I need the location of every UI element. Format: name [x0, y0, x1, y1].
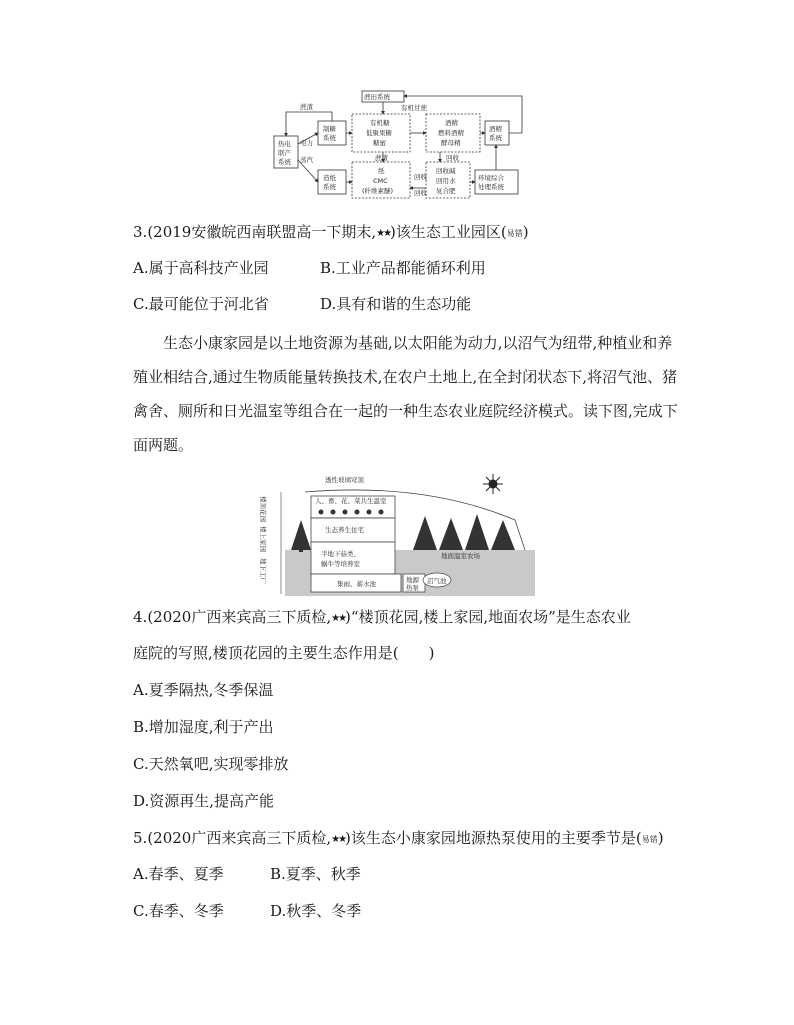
text-organic-3: 糖蜜	[373, 139, 386, 147]
text-paper-sys-1: 造纸	[323, 174, 336, 182]
text-paddy: 蔗田系统	[364, 93, 390, 101]
heatpump-label-1: 地源	[406, 576, 419, 584]
q3-option-c[interactable]: C.最可能位于河北省	[133, 295, 269, 313]
label-power: 电力	[300, 139, 313, 147]
basement-room	[311, 542, 395, 574]
basement-label-2: 蜗牛等培养室	[321, 560, 360, 568]
q5-close: )	[657, 829, 664, 847]
q3-stem: )该生态工业园区(	[390, 223, 507, 241]
q3-tag: 易错	[506, 229, 523, 238]
q5-option-a[interactable]: A.春季、夏季	[133, 865, 224, 883]
heatpump-label-2: 热泵	[406, 584, 419, 592]
text-recycle-2: 回用水	[436, 177, 456, 185]
left-label-home: 楼上家园	[259, 526, 267, 552]
text-power-3: 系统	[278, 158, 291, 166]
q4-number: 4.	[133, 608, 148, 626]
q5-source: (2020广西来宾高三下质检,	[147, 829, 332, 847]
text-env-1: 环境综合	[478, 174, 504, 182]
q3-option-d[interactable]: D.具有和谐的生态功能	[320, 295, 472, 313]
q5-option-b[interactable]: B.夏季、秋季	[270, 865, 361, 883]
q5-tag: 易错	[641, 835, 658, 844]
industrial-park-svg	[270, 88, 530, 200]
text-sugar-1: 制糖	[323, 125, 336, 133]
question-3	[133, 222, 529, 244]
sun-icon	[483, 474, 503, 494]
text-paper-sys-2: 系统	[323, 183, 336, 191]
q3-source: (2019安徽皖西南联盟高一下期末,	[147, 223, 377, 241]
q4-option-a[interactable]: A.夏季隔热,冬季保温	[133, 681, 274, 699]
q4-option-c[interactable]: C.天然氧吧,实现零排放	[133, 755, 289, 773]
left-label-factory: 地下工厂	[259, 558, 267, 584]
left-label-roof: 楼顶花园	[259, 496, 267, 522]
text-alcohol-2: 燃料酒精	[438, 129, 464, 137]
text-power-2: 联产	[278, 149, 291, 157]
q3-option-a[interactable]: A.属于高科技产业园	[133, 259, 269, 277]
q5-option-c[interactable]: C.春季、冬季	[133, 902, 224, 920]
garden-label: 人、畜、花、菜共生温室	[315, 497, 387, 505]
label-residue: 蔗渣	[375, 154, 388, 162]
text-recycle-1: 回收碱	[436, 167, 456, 175]
roof-label: 透性玻璃穹顶	[325, 476, 364, 484]
q4-source: (2020广西来宾高三下质检,	[147, 608, 332, 626]
q3-number: 3.	[133, 223, 148, 241]
eco-home-diagram	[259, 470, 537, 596]
text-recycle-3: 复合肥	[436, 187, 456, 195]
industrial-park-diagram	[270, 88, 530, 200]
text-alcohol-3: 酵母精	[441, 139, 461, 147]
q4-option-d[interactable]: D.资源再生,提高产能	[133, 792, 275, 810]
q4-stem-line2: 庭院的写照,楼顶花园的主要生态作用是( )	[133, 644, 435, 662]
text-paper-3: (纤维素醚)	[362, 187, 394, 195]
q5-option-d[interactable]: D.秋季、冬季	[270, 902, 362, 920]
difficulty-stars-icon: ★★	[331, 613, 346, 624]
label-bagasse: 蔗渣	[300, 103, 313, 111]
q5-number: 5.	[133, 829, 148, 847]
text-organic-2: 低聚果糖	[366, 129, 392, 137]
basement-label-1: 半地下菇类、	[321, 550, 360, 558]
q3-close: )	[522, 223, 529, 241]
text-organic-1: 有机糖	[370, 119, 390, 127]
label-molasses: 有机甘蔗	[401, 104, 427, 112]
biogas-label: 沼气池	[427, 577, 447, 585]
q5-stem: )该生态小康家园地源热泵使用的主要季节是(	[345, 829, 642, 847]
text-env-2: 处理系统	[478, 183, 504, 191]
difficulty-stars-icon: ★★	[376, 228, 391, 239]
text-paper-1: 纸	[378, 167, 385, 175]
q4-option-b[interactable]: B.增加湿度,利于产出	[133, 718, 274, 736]
farm-label: 地面温室农场	[441, 552, 480, 560]
q4-stem: )“楼顶花园,楼上家园,地面农场”是生态农业	[345, 608, 631, 626]
label-recover2: 回收	[414, 173, 427, 181]
text-power-1: 热电	[278, 140, 291, 148]
question-5	[133, 828, 664, 850]
q3-option-b[interactable]: B.工业产品都能循环利用	[320, 259, 486, 277]
text-alcohol-1: 酒精	[445, 119, 458, 127]
fish-label: 集雨、蓄水池	[337, 580, 376, 588]
question-4	[133, 607, 631, 629]
text-paper-2: CMC	[373, 177, 388, 185]
text-alcohol-sys-1: 酒精	[489, 125, 502, 133]
reading-passage: 生态小康家园是以土地资源为基础,以太阳能为动力,以沼气为纽带,种植业和养殖业相结合,通过生物质能量转换技术,在农户土地上,在全封闭状态下,将沼气池、猪禽舍、厕所和日光温室等组合在一起的一种生态农业庭院经济模式。读下图,完成下面两题。	[133, 334, 678, 454]
label-recover1: 回收	[446, 154, 459, 162]
house-label: 生态养生住宅	[325, 526, 364, 534]
text-sugar-2: 系统	[323, 134, 336, 142]
eco-home-svg	[259, 470, 537, 596]
text-alcohol-sys-2: 系统	[489, 134, 502, 142]
label-recover3: 回收	[414, 189, 427, 197]
label-steam: 蒸汽	[300, 156, 313, 164]
difficulty-stars-icon: ★★	[331, 834, 346, 845]
